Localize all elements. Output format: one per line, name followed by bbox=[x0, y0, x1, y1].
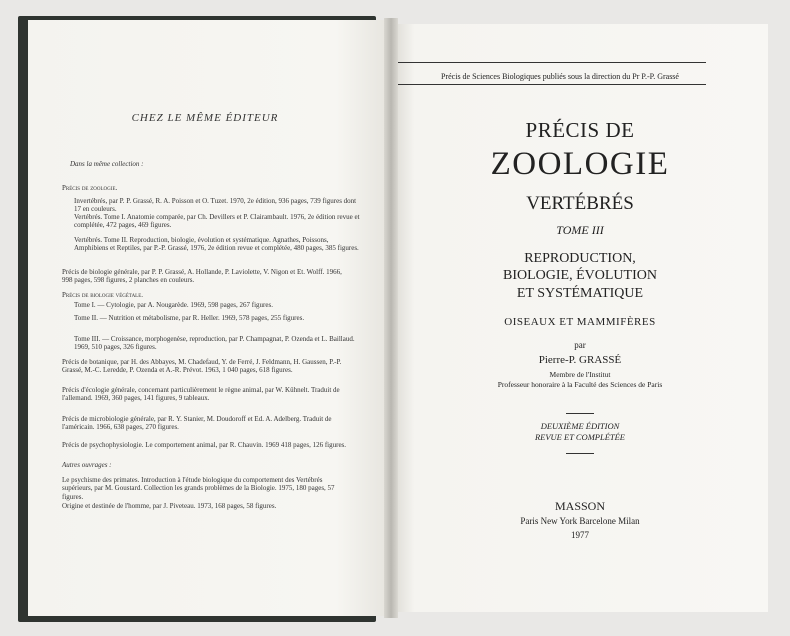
list-item: Tome III. — Croissance, morphogenèse, reproduction, par P. Champagnat, P. Ozenda et L. Baillaud. 1969, 510 pages, 326 figures. bbox=[74, 335, 355, 352]
topic-line-3: ET SYSTÉMATIQUE bbox=[516, 286, 644, 301]
publisher-name: MASSON bbox=[554, 499, 605, 513]
list-item: Précis de microbiologie générale, par R. Y. Stanier, M. Doudoroff et Ed. A. Adelberg. Traduit de l'américain. 1966, 638 pages, 270 figures. bbox=[62, 415, 332, 432]
edition-rule-bottom bbox=[566, 453, 594, 454]
publisher-cities: Paris New York Barcelone Milan bbox=[520, 516, 640, 526]
list-item: Précis de botanique, par H. des Abbayes, M. Chadefaud, Y. de Ferré, J. Feldmann, H. Gaussen, P.-P. Grassé, M.-C. Leredde, P. Ozenda et A.-R. Prévot. 1963, 1 040 pages, 618 figures. bbox=[62, 358, 342, 375]
author-role-1: Membre de l'Institut bbox=[549, 370, 611, 379]
list-item: Précis de zoologie. bbox=[62, 184, 118, 192]
list-item: Autres ouvrages : bbox=[62, 461, 112, 469]
list-item: Précis de biologie générale, par P. P. Grassé, A. Hollande, P. Laviolette, V. Nigon et Et. Wolff. 1966, 998 pages, 598 figures, 2 planches en couleurs. bbox=[62, 268, 342, 285]
list-item: Vertébrés. Tome II. Reproduction, biologie, évolution et systématique. Agnathes, Poissons, Amphibiens et Reptiles, par P.-P. Grassé, 1976, 2e édition revue et complétée, 480 pages, 385 figures. bbox=[74, 236, 359, 253]
list-item: Précis de biologie végétale. bbox=[62, 291, 144, 299]
topic-line-2: BIOLOGIE, ÉVOLUTION bbox=[503, 268, 657, 283]
list-item: Précis d'écologie générale, concernant particulièrement le règne animal, par W. Kühnelt. Traduit de l'allemand. 1969, 360 pages, 141 figures, 9 tableaux. bbox=[62, 386, 340, 403]
author-name: Pierre-P. GRASSÉ bbox=[538, 354, 622, 366]
list-item: Invertébrés, par P. P. Grassé, R. A. Poisson et O. Tuzet. 1970, 2e édition, 936 pages, 739 figures dont 17 en couleurs. bbox=[74, 197, 357, 214]
collection-intro: Dans la même collection : bbox=[70, 160, 144, 168]
topic-line-4: OISEAUX ET MAMMIFÈRES bbox=[504, 316, 656, 328]
list-item: Tome I. — Cytologie, par A. Nougarède. 1969, 598 pages, 267 figures. bbox=[74, 301, 273, 309]
top-rule bbox=[398, 62, 706, 63]
left-page-heading: CHEZ LE MÊME ÉDITEUR bbox=[131, 112, 279, 124]
list-item: Vertébrés. Tome I. Anatomie comparée, par Ch. Devillers et P. Clairambault. 1976, 2e édition revue et complétée, 472 pages, 469 figures. bbox=[74, 213, 360, 230]
edition-line-2: REVUE ET COMPLÉTÉE bbox=[534, 432, 626, 442]
edition-rule-top bbox=[566, 413, 594, 414]
title-line-2: ZOOLOGIE bbox=[490, 146, 670, 182]
edition-line-1: DEUXIÈME ÉDITION bbox=[540, 421, 620, 431]
par-text: par bbox=[574, 340, 586, 350]
volume: TOME III bbox=[556, 223, 604, 237]
topic-line-1: REPRODUCTION, bbox=[524, 251, 636, 266]
list-item: Origine et destinée de l'homme, par J. Piveteau. 1973, 168 pages, 58 figures. bbox=[62, 502, 277, 510]
subtitle: VERTÉBRÉS bbox=[526, 193, 634, 214]
list-item: Précis de psychophysiologie. Le comportement animal, par R. Chauvin. 1969 418 pages, 126 figures. bbox=[62, 441, 347, 449]
series-line: Précis de Sciences Biologiques publiés sous la direction du Pr P.-P. Grassé bbox=[441, 72, 679, 81]
list-item: Tome II. — Nutrition et métabolisme, par R. Heller. 1969, 578 pages, 255 figures. bbox=[74, 314, 305, 322]
series-rule bbox=[398, 84, 706, 85]
list-item: Le psychisme des primates. Introduction à l'étude biologique du comportement des Vertébrés supérieurs, par M. Goustard. Collection les grands problèmes de la Biologie. 1975, 180 pages, 57 figures. bbox=[62, 476, 335, 501]
author-role-2: Professeur honoraire à la Faculté des Sciences de Paris bbox=[497, 380, 663, 389]
title-line-1: PRÉCIS DE bbox=[525, 118, 635, 142]
publication-year: 1977 bbox=[571, 530, 589, 540]
